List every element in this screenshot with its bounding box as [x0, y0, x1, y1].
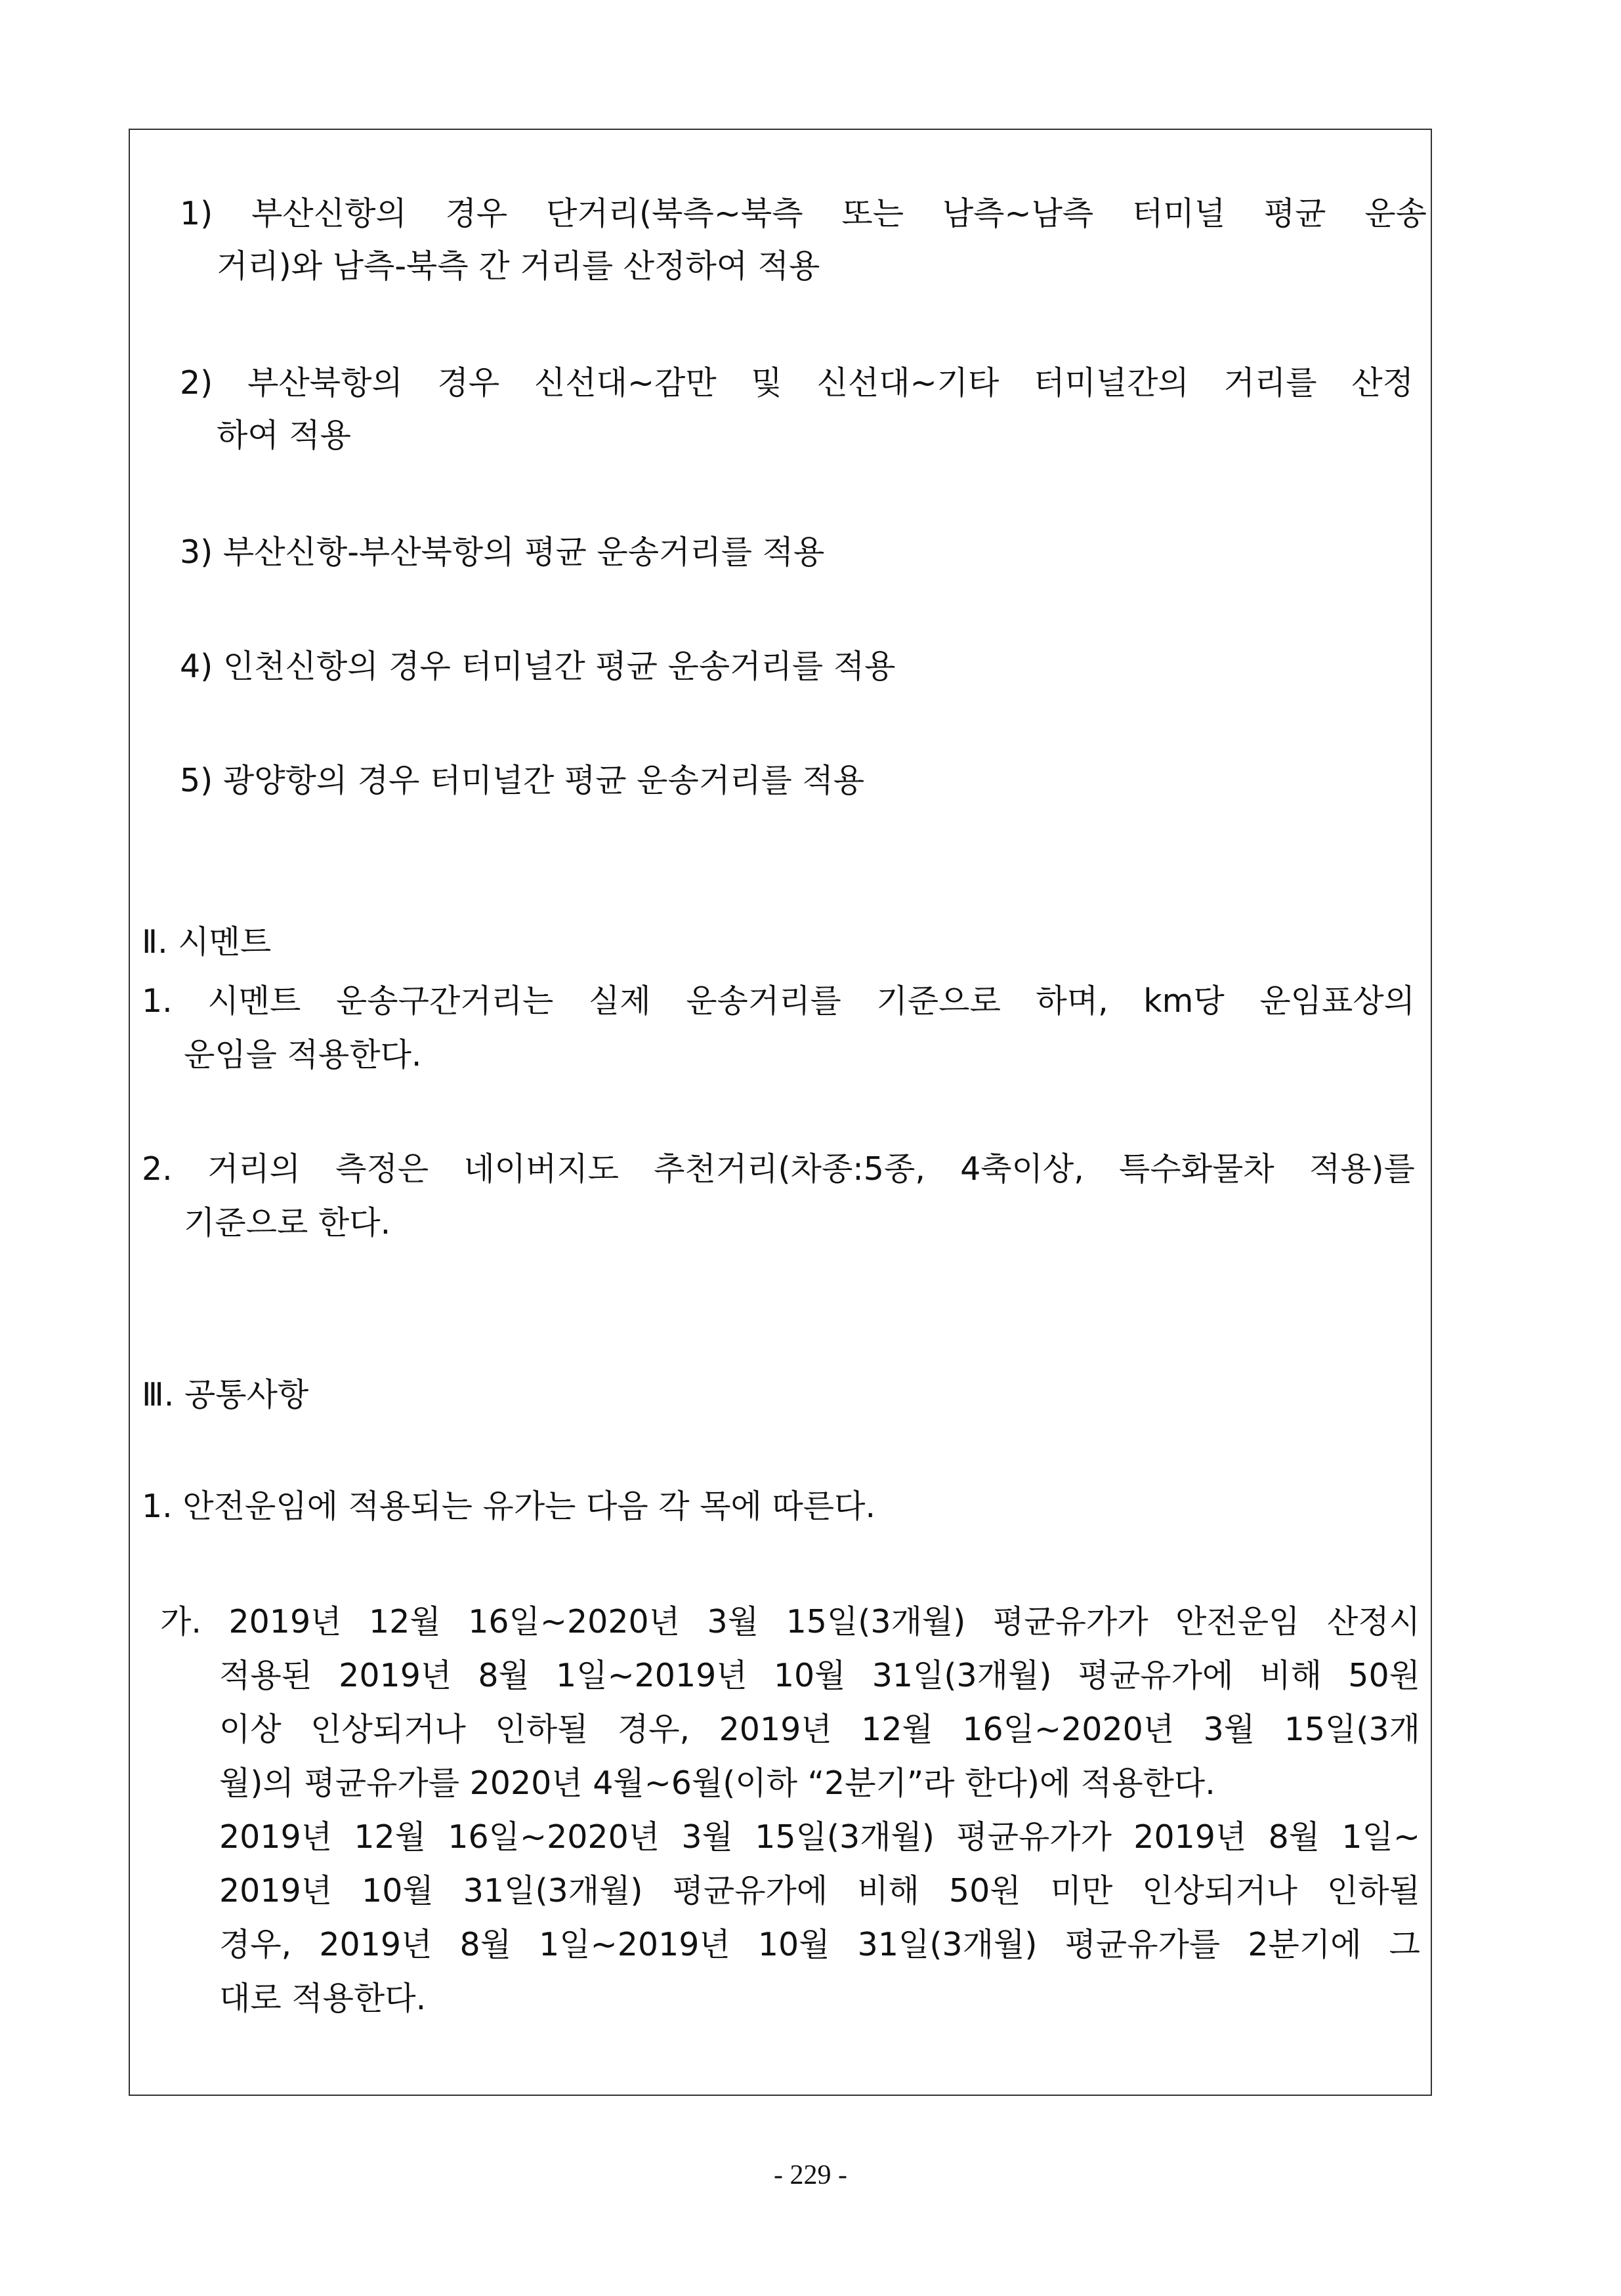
common-item-ga-line-3: 이상 인상되거나 인하될 경우, 2019년 12월 16일∼2020년 3월 15일(3개: [219, 1711, 1420, 1748]
common-item-ga-line-8: 대로 적용한다.: [219, 1980, 427, 2017]
item-2-line-2: 하여 적용: [217, 417, 351, 454]
cement-item-1-line-2: 운임을 적용한다.: [184, 1036, 422, 1074]
page-number: - 229 -: [774, 2160, 847, 2190]
cement-item-2-line-1: 2. 거리의 측정은 네이버지도 추천거리(차종:5종, 4축이상, 특수화물차 적용)를: [142, 1150, 1415, 1188]
common-item-ga-line-2: 적용된 2019년 8월 1일∼2019년 10월 31일(3개월) 평균유가에 비해 50원: [219, 1657, 1420, 1694]
common-item-1: 1. 안전운임에 적용되는 유가는 다음 각 목에 따른다.: [142, 1488, 876, 1525]
common-item-ga-line-4: 월)의 평균유가를 2020년 4월∼6월(이하 “2분기”라 한다)에 적용한다.: [219, 1764, 1215, 1802]
item-3: 3) 부산신항-부산북항의 평균 운송거리를 적용: [180, 533, 825, 571]
common-item-ga-line-6: 2019년 10월 31일(3개월) 평균유가에 비해 50원 미만 인상되거나 인하될: [219, 1872, 1420, 1910]
section-heading-common: Ⅲ. 공통사항: [142, 1376, 309, 1413]
cement-item-2-line-2: 기준으로 한다.: [184, 1204, 391, 1242]
item-2-line-1: 2) 부산북항의 경우 신선대∼감만 및 신선대∼기타 터미널간의 거리를 산정: [180, 364, 1414, 402]
item-1-line-1: 1) 부산신항의 경우 단거리(북측∼북측 또는 남측∼남측 터미널 평균 운송: [180, 195, 1427, 232]
item-4: 4) 인천신항의 경우 터미널간 평균 운송거리를 적용: [180, 648, 896, 685]
section-heading-cement: Ⅱ. 시멘트: [142, 923, 272, 961]
cement-item-1-line-1: 1. 시멘트 운송구간거리는 실제 운송거리를 기준으로 하며, km당 운임표상의: [142, 982, 1415, 1020]
content-frame: [129, 129, 1432, 2096]
common-item-ga-line-7: 경우, 2019년 8월 1일∼2019년 10월 31일(3개월) 평균유가를 2분기에 그: [219, 1926, 1420, 1963]
common-item-ga-line-1: 가. 2019년 12월 16일∼2020년 3월 15일(3개월) 평균유가가 안전운임 산정시: [160, 1603, 1420, 1640]
item-1-line-2: 거리)와 남측-북측 간 거리를 산정하여 적용: [217, 247, 820, 285]
item-5: 5) 광양항의 경우 터미널간 평균 운송거리를 적용: [180, 762, 865, 799]
common-item-ga-line-5: 2019년 12월 16일∼2020년 3월 15일(3개월) 평균유가가 2019년 8월 1일∼: [219, 1818, 1420, 1856]
